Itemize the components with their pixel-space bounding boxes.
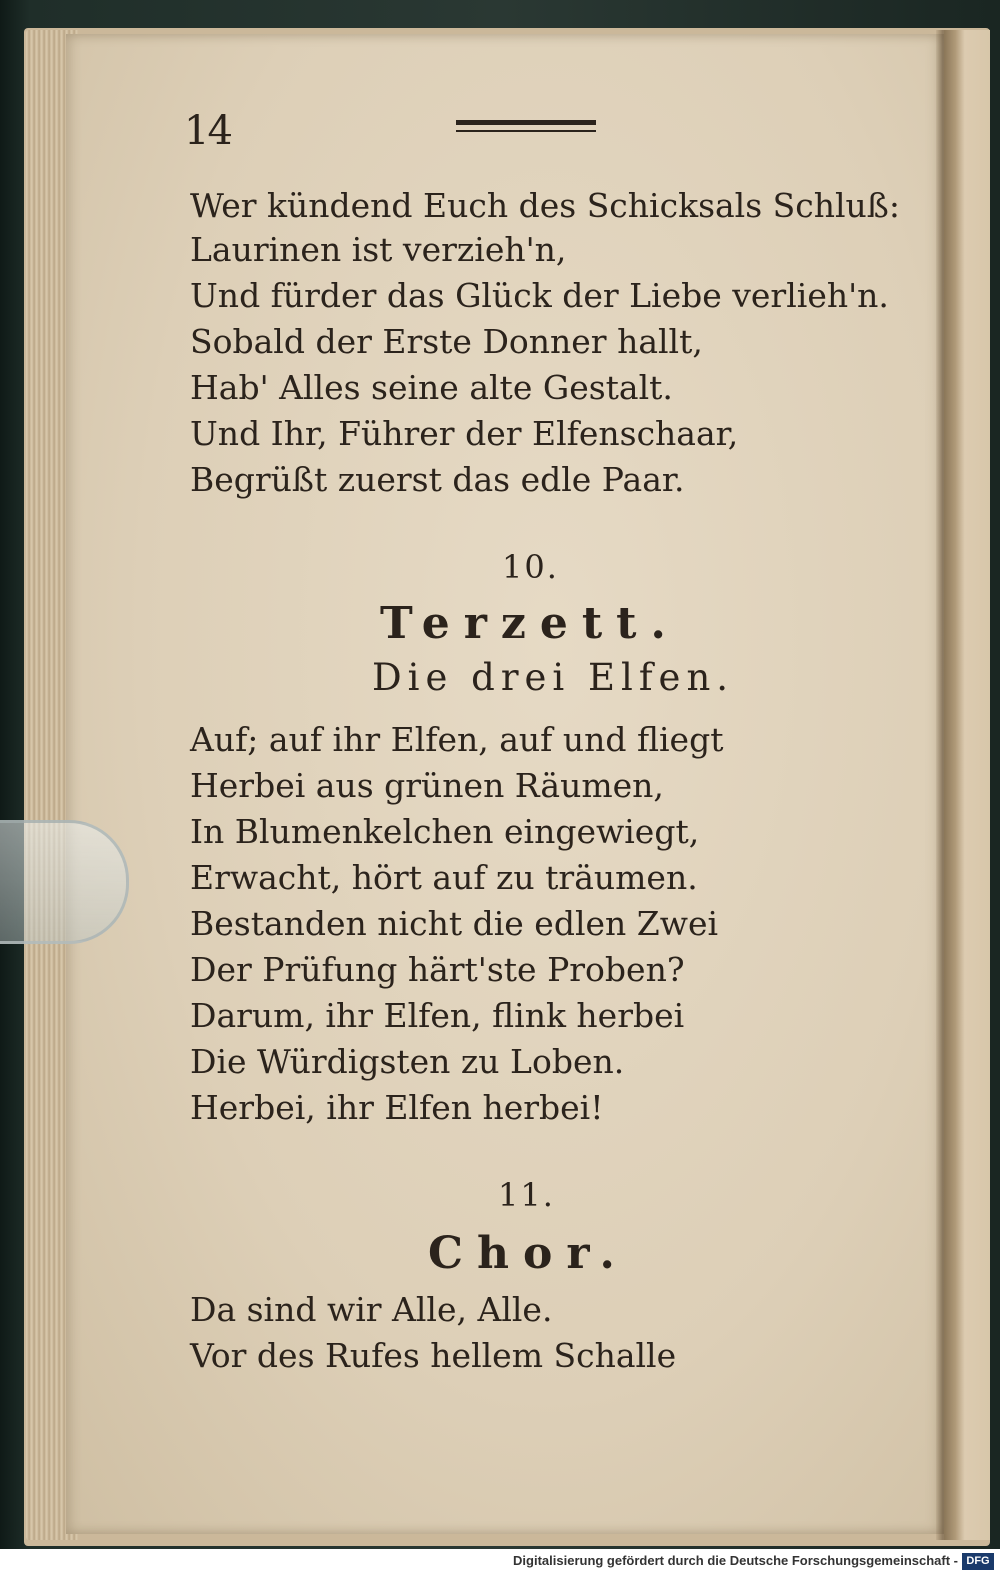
verse-line: Die Würdigsten zu Loben. [190, 1042, 625, 1081]
verse-line: Auf; auf ihr Elfen, auf und fliegt [190, 720, 724, 759]
verse-line: Hab' Alles seine alte Gestalt. [190, 368, 673, 407]
verse-line: Bestanden nicht die edlen Zwei [190, 904, 719, 943]
verse-line: Laurinen ist verzieh'n, [190, 230, 567, 269]
verse-line: Wer kündend Euch des Schicksals Schluß: [190, 186, 900, 225]
header-rule [456, 120, 596, 125]
verse-line: Und fürder das Glück der Liebe verlieh'n. [190, 276, 889, 315]
verse-line: Und Ihr, Führer der Elfenschaar, [190, 414, 739, 453]
section-number: 11. [498, 1176, 555, 1214]
verse-line: Vor des Rufes hellem Schalle [190, 1336, 677, 1375]
section-title: Terzett. [380, 598, 680, 649]
header-rule-thin [456, 130, 596, 132]
page-holder-clip [0, 820, 129, 944]
verse-line: Herbei aus grünen Räumen, [190, 766, 664, 805]
section-number: 10. [502, 548, 559, 586]
dfg-logo: DFG [962, 1553, 994, 1570]
verse-line: Begrüßt zuerst das edle Paar. [190, 460, 685, 499]
verse-line: Sobald der Erste Donner hallt, [190, 322, 703, 361]
verse-line: Da sind wir Alle, Alle. [190, 1290, 553, 1329]
verse-line: In Blumenkelchen eingewiegt, [190, 812, 700, 851]
verse-line: Herbei, ihr Elfen herbei! [190, 1088, 604, 1127]
facing-page-edge [944, 30, 990, 1540]
section-title: Chor. [428, 1228, 629, 1279]
verse-line: Darum, ihr Elfen, flink herbei [190, 996, 685, 1035]
page-number: 14 [184, 108, 231, 154]
digitization-credit: Digitalisierung gefördert durch die Deutsche Forschungsgemeinschaft - [513, 1553, 958, 1568]
verse-line: Der Prüfung härt'ste Proben? [190, 950, 685, 989]
verse-line: Erwacht, hört auf zu träumen. [190, 858, 698, 897]
section-subtitle: Die drei Elfen. [372, 656, 735, 699]
